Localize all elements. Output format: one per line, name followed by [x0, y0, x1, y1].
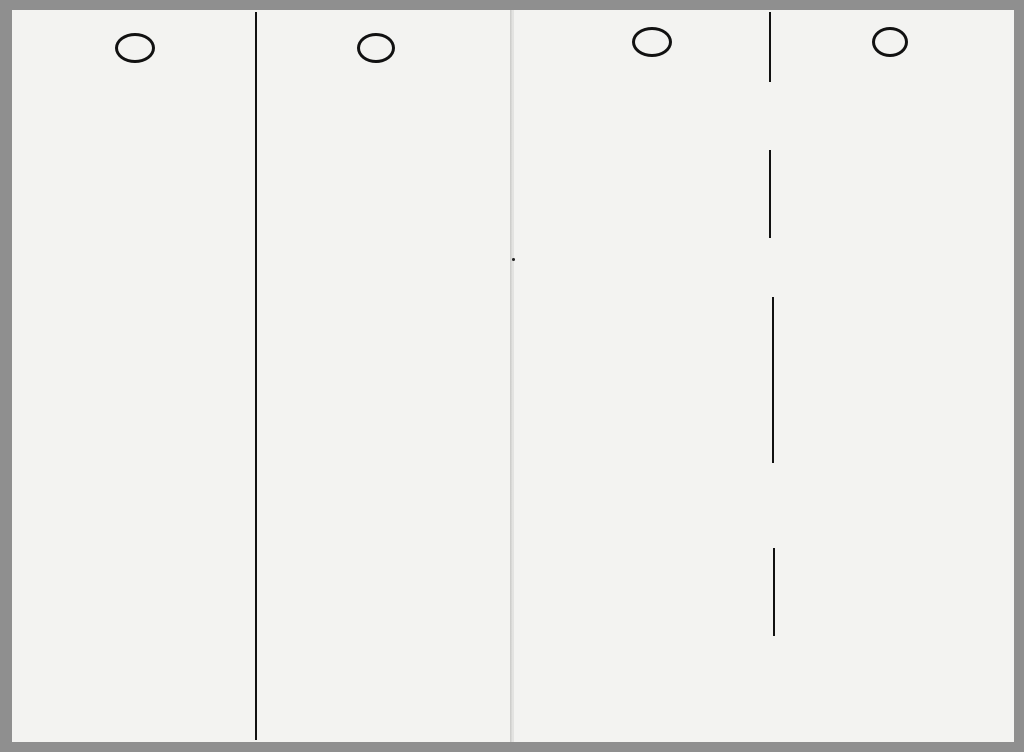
sf-column — [556, 90, 674, 102]
language-badge-s — [872, 27, 908, 57]
figure-rule-4 — [772, 297, 774, 463]
d-column — [280, 76, 472, 80]
figure-rule-5 — [773, 548, 775, 636]
column-divider-left — [255, 12, 257, 740]
center-mark — [512, 258, 515, 261]
language-badge-d — [357, 33, 395, 63]
left-page — [12, 10, 512, 742]
figure-rule-3 — [769, 150, 771, 238]
gb-column — [40, 79, 232, 83]
column-divider-right — [769, 12, 771, 82]
language-badge-sf — [632, 27, 672, 57]
s-column — [876, 88, 988, 98]
right-page — [514, 10, 1014, 742]
language-badge-gb — [115, 33, 155, 63]
